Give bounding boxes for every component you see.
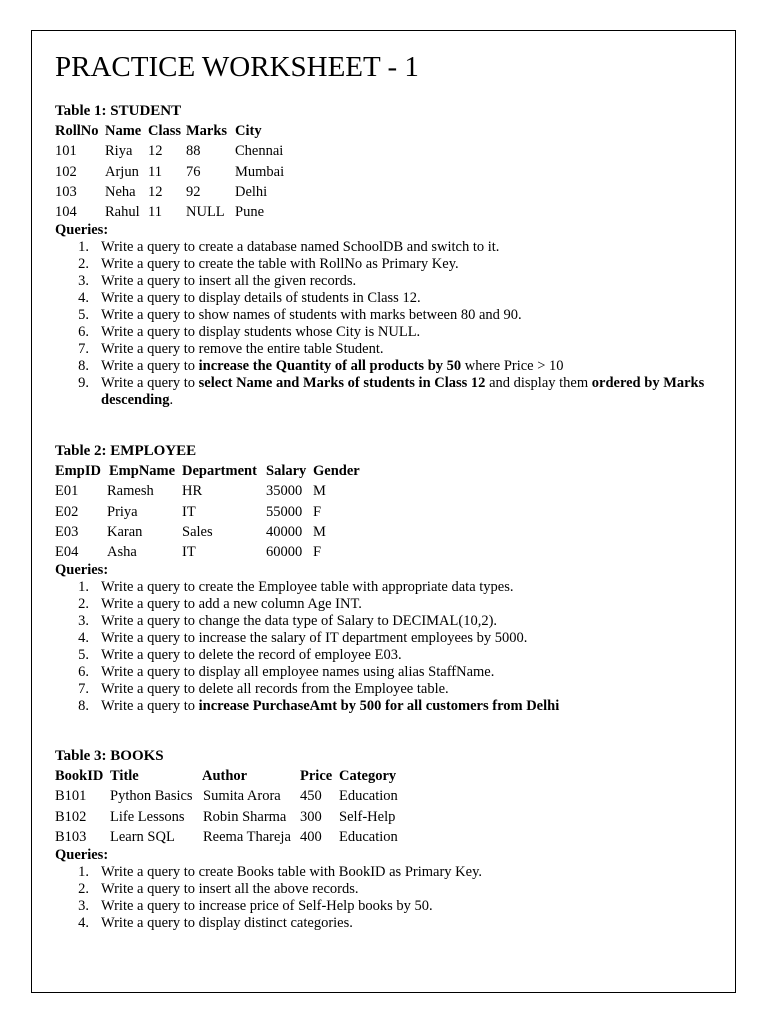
table-cell: Rahul <box>105 204 140 221</box>
query-item <box>55 358 715 375</box>
column-header: RollNo <box>55 123 99 139</box>
table-cell: IT <box>182 503 196 520</box>
column-header: Title <box>110 768 139 784</box>
query-item <box>55 307 715 324</box>
table-row <box>55 162 715 182</box>
query-item <box>55 256 715 273</box>
table-cell: Sumita Arora <box>203 788 281 805</box>
table-cell: 400 <box>300 828 322 845</box>
table-row <box>55 202 715 222</box>
table-cell: Self-Help <box>339 808 396 825</box>
query-text: Write a query to increase price of Self-Help books by 50. <box>101 898 433 915</box>
table-cell: Priya <box>107 503 138 520</box>
table-cell: B102 <box>55 808 87 825</box>
column-header: Class <box>148 123 182 139</box>
queries-list <box>55 864 715 932</box>
table-cell: 300 <box>300 808 322 825</box>
query-number: 2. <box>78 596 89 613</box>
table-heading: Table 1: STUDENT <box>55 103 182 119</box>
table-cell: 102 <box>55 163 77 180</box>
table-cell: Education <box>339 828 398 845</box>
query-number: 1. <box>78 579 89 596</box>
query-number: 7. <box>78 681 89 698</box>
query-number: 3. <box>78 898 89 915</box>
query-text: where Price > 10 <box>461 358 564 375</box>
query-number: 8. <box>78 698 89 715</box>
query-number: 5. <box>78 307 89 324</box>
table-cell: Karan <box>107 523 143 540</box>
table-cell: F <box>313 544 322 561</box>
column-header: Marks <box>186 123 228 139</box>
table-row <box>55 807 715 827</box>
column-header: Department <box>182 463 257 479</box>
table-cell: 88 <box>186 143 201 160</box>
worksheet-page <box>31 30 736 993</box>
query-text: increase PurchaseAmt by 500 for all customers from Delhi <box>198 698 560 715</box>
column-header: EmpName <box>109 463 176 479</box>
table-cell: M <box>313 483 326 500</box>
query-text: ordered by Marks descending <box>101 375 705 409</box>
query-item <box>55 341 715 358</box>
query-text: Write a query to add a new column Age INT. <box>101 596 362 613</box>
column-header: Gender <box>313 463 360 479</box>
query-text: Write a query to delete the record of employee E03. <box>101 647 402 664</box>
table-cell: Education <box>339 788 398 805</box>
table-cell: 40000 <box>266 523 303 540</box>
query-text: Write a query to display details of students in Class 12. <box>101 290 421 307</box>
table-cell: 11 <box>148 163 162 180</box>
table-cell: Riya <box>105 143 133 160</box>
table-cell: Chennai <box>235 143 284 160</box>
query-number: 4. <box>78 630 89 647</box>
query-number: 7. <box>78 341 89 358</box>
table-cell: 35000 <box>266 483 303 500</box>
query-number: 4. <box>78 915 89 932</box>
query-number: 2. <box>78 256 89 273</box>
query-item <box>55 596 715 613</box>
table-cell: 12 <box>148 183 163 200</box>
table-cell: NULL <box>186 204 225 221</box>
query-number: 1. <box>78 864 89 881</box>
table-row <box>55 481 715 501</box>
table-cell: B103 <box>55 828 87 845</box>
query-text: Write a query to change the data type of Salary to DECIMAL(10,2). <box>101 613 498 630</box>
query-item <box>55 681 715 698</box>
query-text: Write a query to create the Employee table with appropriate data types. <box>101 579 514 596</box>
table-cell: 55000 <box>266 503 303 520</box>
table-cell: 101 <box>55 143 77 160</box>
query-item <box>55 647 715 664</box>
query-text: Write a query to show names of students with marks between 80 and 90. <box>101 307 522 324</box>
table-row <box>55 786 715 806</box>
table-cell: Mumbai <box>235 163 285 180</box>
queries-list <box>55 579 715 715</box>
table-heading: Table 3: BOOKS <box>55 748 164 764</box>
query-item <box>55 579 715 596</box>
query-text: Write a query to <box>101 358 199 375</box>
query-text: Write a query to remove the entire table Student. <box>101 341 384 358</box>
query-text: Write a query to delete all records from the Employee table. <box>101 681 449 698</box>
table-cell: 103 <box>55 183 77 200</box>
query-number: 2. <box>78 881 89 898</box>
table-cell: E03 <box>55 523 79 540</box>
table-cell: F <box>313 503 322 520</box>
query-text: Write a query to increase the salary of IT department employees by 5000. <box>101 630 528 647</box>
query-item <box>55 698 715 715</box>
query-number: 5. <box>78 647 89 664</box>
query-number: 6. <box>78 664 89 681</box>
table-cell: Ramesh <box>107 483 154 500</box>
table-cell: E04 <box>55 544 79 561</box>
table-cell: Sales <box>182 523 213 540</box>
query-number: 9. <box>78 375 89 392</box>
table-cell: HR <box>182 483 203 500</box>
table-header-row <box>55 766 715 786</box>
table-cell: 12 <box>148 143 163 160</box>
query-text: Write a query to create a database named SchoolDB and switch to it. <box>101 239 500 256</box>
table-cell: 450 <box>300 788 322 805</box>
query-number: 3. <box>78 273 89 290</box>
table-row <box>55 182 715 202</box>
table-cell: Learn SQL <box>110 828 175 845</box>
query-item <box>55 915 715 932</box>
query-text: Write a query to insert all the above records. <box>101 881 359 898</box>
column-header: City <box>235 123 262 139</box>
column-header: Salary <box>266 463 307 479</box>
column-header: Price <box>300 768 333 784</box>
query-item <box>55 375 715 409</box>
table-row <box>55 827 715 847</box>
table-cell: 76 <box>186 163 201 180</box>
query-number: 4. <box>78 290 89 307</box>
query-item <box>55 290 715 307</box>
table-cell: Python Basics <box>110 788 193 805</box>
query-text: increase the Quantity of all products by 50 <box>198 358 462 375</box>
table-row <box>55 502 715 522</box>
query-item <box>55 630 715 647</box>
query-text: Write a query to <box>101 375 199 392</box>
queries-label: Queries: <box>55 562 109 579</box>
column-header: Author <box>202 768 248 784</box>
query-number: 3. <box>78 613 89 630</box>
query-item <box>55 613 715 630</box>
table-cell: B101 <box>55 788 87 805</box>
table-cell: Robin Sharma <box>203 808 287 825</box>
column-header: Category <box>339 768 397 784</box>
query-item <box>55 898 715 915</box>
table-cell: Asha <box>107 544 137 561</box>
query-text: Write a query to display all employee names using alias StaffName. <box>101 664 495 681</box>
table-heading: Table 2: EMPLOYEE <box>55 443 197 459</box>
query-number: 6. <box>78 324 89 341</box>
column-header: Name <box>105 123 142 139</box>
table-cell: 60000 <box>266 544 303 561</box>
query-number: 8. <box>78 358 89 375</box>
table-header-row <box>55 461 715 481</box>
query-text: Write a query to create Books table with BookID as Primary Key. <box>101 864 483 881</box>
queries-list <box>55 239 715 409</box>
queries-label: Queries: <box>55 847 109 864</box>
employee-table-section <box>55 441 715 715</box>
query-text: Write a query to insert all the given records. <box>101 273 357 290</box>
query-text: select Name and Marks of students in Class 12 <box>198 375 486 392</box>
table-cell: Arjun <box>105 163 139 180</box>
query-number: 1. <box>78 239 89 256</box>
query-text: Write a query to create the table with RollNo as Primary Key. <box>101 256 459 273</box>
table-cell: E02 <box>55 503 79 520</box>
table-cell: 92 <box>186 183 201 200</box>
column-header: BookID <box>55 768 104 784</box>
table-cell: 11 <box>148 204 162 221</box>
query-item <box>55 864 715 881</box>
table-cell: E01 <box>55 483 79 500</box>
query-item <box>55 324 715 341</box>
query-text: Write a query to display students whose City is NULL. <box>101 324 421 341</box>
table-cell: IT <box>182 544 196 561</box>
query-item <box>55 273 715 290</box>
student-table-section <box>55 101 715 409</box>
table-row <box>55 141 715 161</box>
table-row <box>55 522 715 542</box>
column-header: EmpID <box>55 463 101 479</box>
page-title: PRACTICE WORKSHEET - 1 <box>55 51 419 83</box>
table-header-row <box>55 121 715 141</box>
table-cell: Life Lessons <box>110 808 185 825</box>
query-item <box>55 664 715 681</box>
query-text: . <box>169 392 174 409</box>
table-cell: Reema Thareja <box>203 828 291 845</box>
table-cell: Neha <box>105 183 136 200</box>
query-item <box>55 239 715 256</box>
queries-label: Queries: <box>55 222 109 239</box>
table-cell: Delhi <box>235 183 268 200</box>
query-item <box>55 881 715 898</box>
query-text: Write a query to display distinct categories. <box>101 915 353 932</box>
table-cell: M <box>313 523 326 540</box>
query-text: and display them <box>485 375 592 392</box>
table-cell: Pune <box>235 204 264 221</box>
query-text: Write a query to <box>101 698 199 715</box>
table-row <box>55 542 715 562</box>
table-cell: 104 <box>55 204 77 221</box>
books-table-section <box>55 746 715 932</box>
